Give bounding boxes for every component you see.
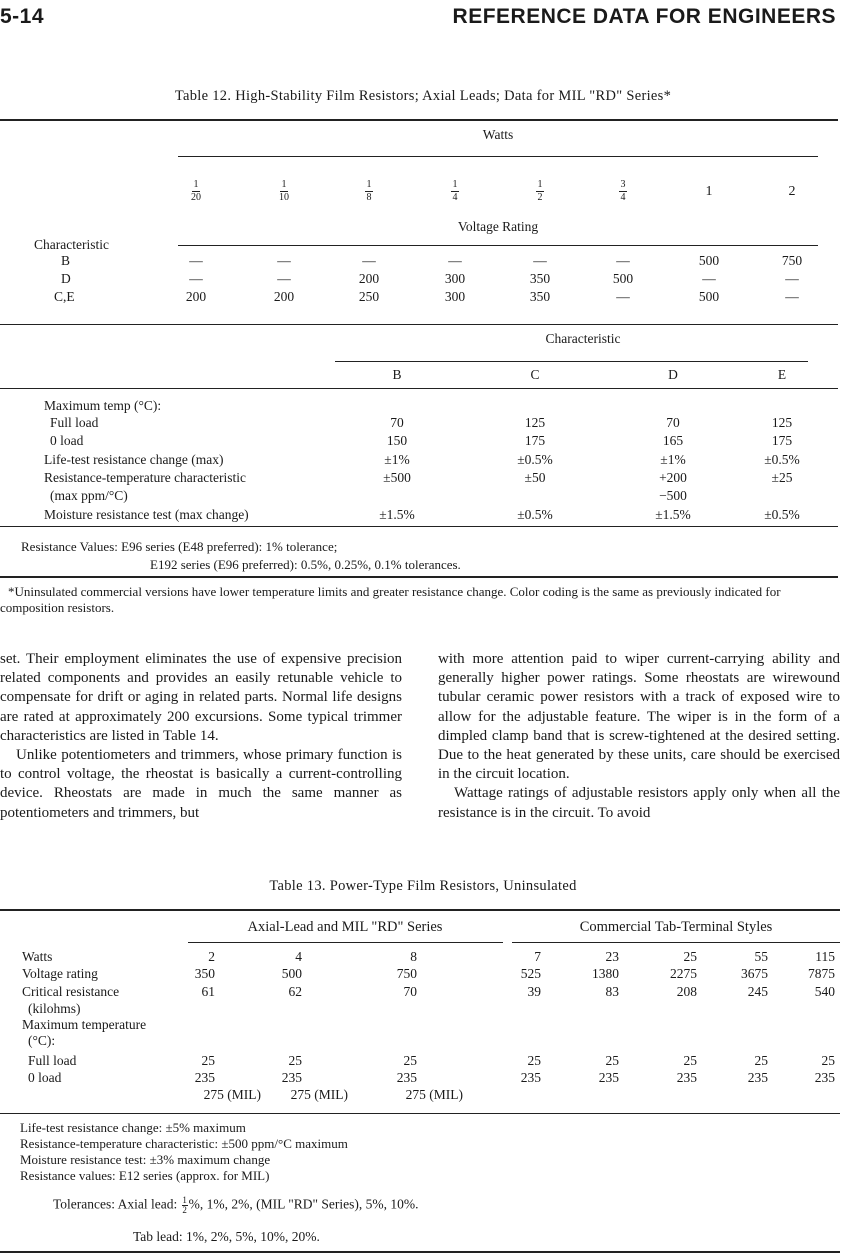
book-title: REFERENCE DATA FOR ENGINEERS [452, 5, 836, 28]
table12-mid-rule [0, 324, 838, 325]
table13-cell: 25 [288, 1053, 302, 1068]
watts-label: Watts [482, 127, 514, 142]
table12-bottom-rule [0, 526, 838, 527]
table13-cell: 350 [194, 966, 215, 981]
table13-cell: 61 [201, 984, 215, 999]
table13-cell: 7 [534, 949, 541, 964]
characteristic-cell: 165 [662, 433, 684, 448]
table13-note-temp-char: Resistance-temperature characteristic: ±500 ppm/°C maximum [20, 1136, 348, 1151]
table13-cell: 83 [605, 984, 619, 999]
body-paragraph: Wattage ratings of adjustable resistors apply only when all the resistance is in the circuit. To avoid [438, 785, 840, 821]
watt-rating-fraction: 1 10 [279, 179, 289, 203]
watt-rating: 1 [705, 184, 713, 199]
characteristic-cell: 175 [771, 433, 793, 448]
table13-cell: 7875 [808, 966, 835, 981]
characteristic-column-c: C [530, 367, 540, 382]
table13-cell: 25 [683, 1053, 697, 1068]
characteristic-column-b: B [392, 367, 402, 382]
table13-cell: 2 [208, 949, 215, 964]
characteristic-cell: ±0.5% [517, 452, 553, 467]
table13-cell: 2275 [670, 966, 697, 981]
table13-cell: 235 [598, 1070, 619, 1085]
voltage-cell: 750 [781, 253, 803, 268]
table12-col-rule [0, 388, 838, 389]
voltage-cell: — [785, 271, 799, 286]
voltage-cell: 350 [529, 289, 551, 304]
table12-footnote: *Uninsulated commercial versions have lower temperature limits and greater resistance change. Color coding is the same as previously indicated for composition resistors. [0, 584, 781, 615]
table13-cell: 235 [520, 1070, 541, 1085]
characteristic-cell: ±25 [771, 470, 793, 485]
resistance-values-line1: Resistance Values: E96 series (E48 preferred): 1% tolerance; [21, 539, 338, 554]
table13-note-moisture: Moisture resistance test: ±3% maximum change [20, 1152, 271, 1167]
group-commercial-rule [512, 942, 840, 943]
table13-note-life: Life-test resistance change: ±5% maximum [20, 1120, 246, 1135]
resistance-values-line2: E192 series (E96 preferred): 0.5%, 0.25%, 0.1% tolerances. [150, 557, 461, 572]
table13-note-resistance: Resistance values: E12 series (approx. for MIL) [20, 1168, 270, 1183]
table13-cell: 275 (MIL) [405, 1087, 463, 1102]
table13-row-label: (°C): [28, 1033, 56, 1048]
voltage-rating-label: Voltage Rating [457, 219, 539, 234]
table13-cell: 750 [396, 966, 417, 981]
group-commercial-header: Commercial Tab-Terminal Styles [579, 919, 773, 935]
table13-cell: 25 [201, 1053, 215, 1068]
table13-cell: 25 [605, 1053, 619, 1068]
voltage-cell: — [533, 253, 547, 268]
group-axial-rule [188, 942, 503, 943]
body-column-right [438, 650, 840, 823]
voltage-cell: — [189, 253, 203, 268]
characteristic-column-e: E [777, 367, 787, 382]
table13-cell: 235 [281, 1070, 302, 1085]
characteristic-row-label: Moisture resistance test (max change) [44, 507, 249, 522]
voltage-cell: — [277, 253, 291, 268]
voltage-cell: 200 [273, 289, 295, 304]
characteristic-rule [335, 361, 808, 362]
characteristic-cell: ±1.5% [379, 507, 415, 522]
voltage-row-label: C,E [54, 289, 75, 304]
table13-cell: 235 [814, 1070, 835, 1085]
table13-cell: 70 [403, 984, 417, 999]
voltage-cell: 200 [358, 271, 380, 286]
characteristic-cell: ±0.5% [517, 507, 553, 522]
characteristic-cell: +200 [659, 470, 687, 485]
characteristic-row-label: Resistance-temperature characteristic [44, 470, 247, 485]
characteristic-cell: ±1.5% [655, 507, 691, 522]
tolerances-tab: Tab lead: 1%, 2%, 5%, 10%, 20%. [133, 1229, 320, 1244]
characteristic-cell: 150 [386, 433, 408, 448]
table13-caption: Table 13. Power-Type Film Resistors, Uninsulated [269, 878, 577, 894]
table13-cell: 275 (MIL) [290, 1087, 348, 1102]
table13-cell: 245 [747, 984, 768, 999]
table13-cell: 525 [520, 966, 541, 981]
characteristic-header: Characteristic [545, 331, 621, 346]
voltage-cell: 500 [612, 271, 634, 286]
table13-cell: 25 [821, 1053, 835, 1068]
table13-cell: 62 [288, 984, 302, 999]
voltage-row-label: B [61, 253, 71, 268]
table13-cell: 235 [194, 1070, 215, 1085]
table13-cell: 25 [403, 1053, 417, 1068]
characteristic-column-d: D [668, 367, 678, 382]
table13-cell: 4 [295, 949, 302, 964]
table13-rule [0, 1113, 840, 1114]
characteristic-label: Characteristic [34, 237, 109, 252]
table13-row-label: 0 load [28, 1070, 62, 1085]
characteristic-cell: 125 [771, 415, 793, 430]
body-paragraph: Unlike potentiometers and trimmers, whose primary function is to control voltage, the rheostat is basically a current-controlling device. Rheostats are made in much the same manner as potentiometers and trimmers, but [0, 747, 402, 821]
voltage-cell: 350 [529, 271, 551, 286]
table13-cell: 1380 [592, 966, 619, 981]
table13-cell: 275 (MIL) [203, 1087, 261, 1102]
body-paragraph: with more attention paid to wiper current-carrying ability and generally higher power ratings. Some rheostats are wirewound tubular ceramic power resistors with a track of exposed wire to allow for the adjustable feature. The wiper is in the form of a dimpled clamp band that is screw-tightened at the desired setting. Due to the heat generated by these units, care should be exercised in the circuit location. [438, 651, 840, 783]
watts-rule [178, 156, 818, 157]
body-column-left [0, 650, 402, 823]
watt-rating-fraction: 1 8 [366, 179, 372, 203]
table13-cell: 39 [527, 984, 541, 999]
table13-top-rule [0, 909, 840, 911]
table13-row-label: Watts [22, 949, 53, 964]
characteristic-cell: 70 [390, 415, 404, 430]
voltage-cell: — [785, 289, 799, 304]
table13-cell: 25 [754, 1053, 768, 1068]
characteristic-cell: ±0.5% [764, 507, 800, 522]
table13-cell: 25 [683, 949, 697, 964]
table13-cell: 55 [754, 949, 768, 964]
voltage-cell: — [362, 253, 376, 268]
characteristic-row-label: Maximum temp (°C): [44, 398, 162, 413]
group-axial-header: Axial-Lead and MIL "RD" Series [247, 919, 443, 935]
voltage-cell: — [616, 289, 630, 304]
watt-rating-fraction: 3 4 [620, 179, 626, 203]
table13-row-label: Maximum temperature [22, 1017, 147, 1032]
table13-cell: 208 [676, 984, 697, 999]
table12-end-rule [0, 576, 838, 578]
table13-cell: 3675 [741, 966, 768, 981]
table13-row-label: Full load [28, 1053, 77, 1068]
table13-cell: 23 [605, 949, 619, 964]
table13-row-label: (kilohms) [28, 1001, 81, 1016]
table12-caption: Table 12. High-Stability Film Resistors; Axial Leads; Data for MIL "RD" Series* [174, 88, 672, 104]
tolerances-axial-rest: %, 1%, 2%, (MIL "RD" Series), 5%, 10%. [188, 1196, 419, 1212]
table13-cell: 500 [281, 966, 302, 981]
voltage-cell: 200 [185, 289, 207, 304]
table13-cell: 235 [676, 1070, 697, 1085]
watt-rating: 2 [788, 184, 796, 199]
characteristic-cell: 70 [666, 415, 680, 430]
table13-row-label: Critical resistance [22, 984, 120, 999]
characteristic-cell: 125 [524, 415, 546, 430]
characteristic-cell: ±1% [384, 452, 410, 467]
characteristic-cell: ±50 [524, 470, 546, 485]
characteristic-cell: ±500 [383, 470, 411, 485]
table12-top-rule [0, 119, 838, 121]
table13-cell: 115 [815, 949, 835, 964]
voltage-row-label: D [61, 271, 71, 286]
page-number: 5-14 [0, 5, 45, 28]
characteristic-cell: −500 [659, 488, 687, 503]
body-paragraph: set. Their employment eliminates the use of expensive precision related components and provides an easily retunable vehicle to compensate for drift or aging in related parts. Normal life designs are rated at approximately 200 excursions. Some typical trimmer characteristics are listed in Table 14. [0, 651, 402, 744]
characteristic-row-label: (max ppm/°C) [50, 488, 128, 503]
watt-rating-fraction: 1 20 [191, 179, 201, 203]
tolerances-axial-prefix: Tolerances: Axial lead: [53, 1196, 181, 1212]
watt-rating-fraction: 1 4 [452, 179, 458, 203]
table13-cell: 235 [747, 1070, 768, 1085]
characteristic-cell: ±0.5% [764, 452, 800, 467]
table13-cell: 235 [396, 1070, 417, 1085]
characteristic-cell: 175 [524, 433, 546, 448]
table13-cell: 540 [814, 984, 835, 999]
table13-bottom-rule [0, 1251, 840, 1253]
table13-row-label: Voltage rating [22, 966, 98, 981]
characteristic-cell: ±1% [660, 452, 686, 467]
watt-rating-fraction: 1 2 [537, 179, 543, 203]
characteristic-row-label: 0 load [50, 433, 84, 448]
characteristic-row-label: Life-test resistance change (max) [44, 452, 224, 467]
half-fraction: $\frac{1}{2}$ [182, 1195, 187, 1215]
voltage-cell: 500 [698, 253, 720, 268]
voltage-rule [178, 245, 818, 246]
voltage-cell: — [277, 271, 291, 286]
voltage-cell: 300 [444, 271, 466, 286]
voltage-cell: — [616, 253, 630, 268]
tolerances-axial [53, 1196, 419, 1215]
voltage-cell: 500 [698, 289, 720, 304]
table13-cell: 8 [410, 949, 417, 964]
voltage-cell: — [189, 271, 203, 286]
voltage-cell: — [702, 271, 716, 286]
table13-cell: 25 [527, 1053, 541, 1068]
voltage-cell: 250 [358, 289, 380, 304]
voltage-cell: — [448, 253, 462, 268]
characteristic-row-label: Full load [50, 415, 99, 430]
voltage-cell: 300 [444, 289, 466, 304]
